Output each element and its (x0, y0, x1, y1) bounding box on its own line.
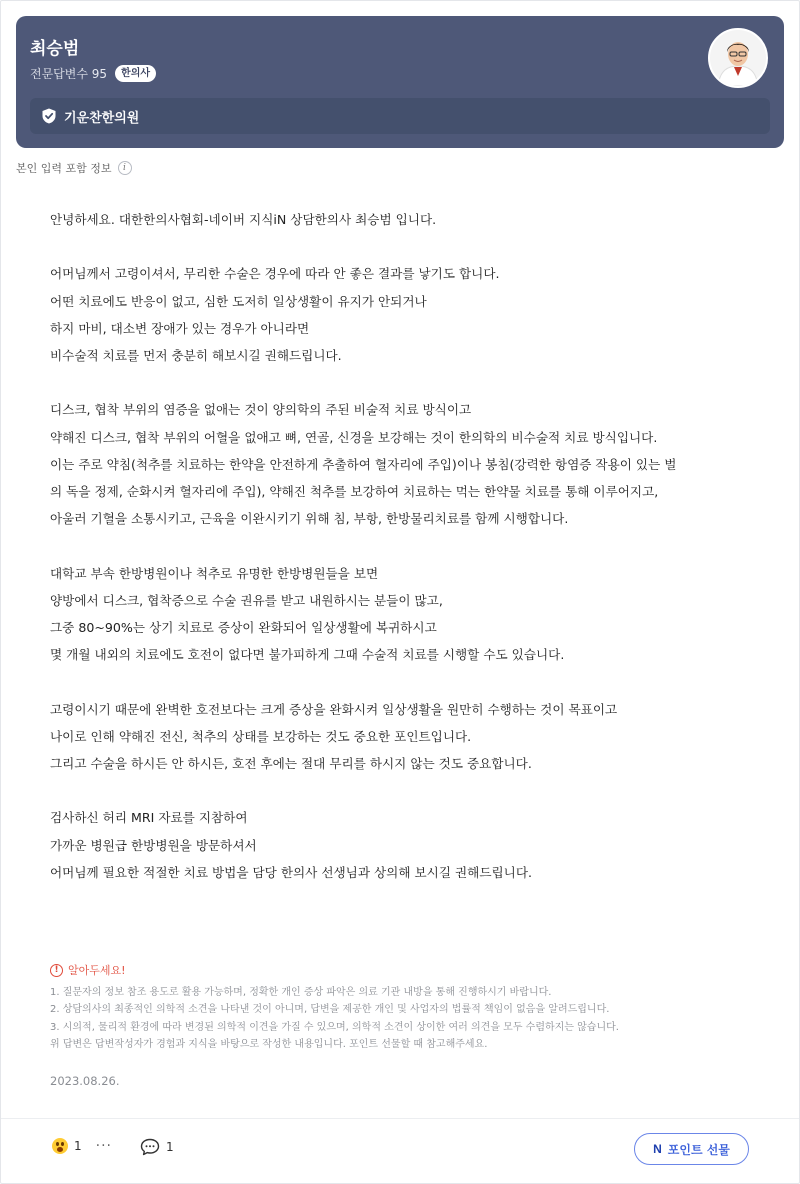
naver-n-icon: N (653, 1142, 662, 1156)
surprised-emoji-icon (52, 1138, 68, 1154)
paragraph-gap (50, 668, 750, 695)
answer-date: 2023.08.26. (50, 1074, 120, 1088)
notice-line: 위 답변은 답변작성자가 경험과 지식을 바탕으로 작성한 내용입니다. 포인트 선물할 때 참고해주세요. (50, 1039, 488, 1051)
expert-meta (30, 65, 156, 82)
self-input-info (16, 160, 132, 176)
expert-type-badge: 한의사 (115, 65, 156, 82)
answer-line: 어떤 치료에도 반응이 없고, 심한 도저히 일상생활이 유지가 안되거나 (50, 293, 427, 309)
answer-line: 의 독을 정제, 순화시켜 혈자리에 주입), 약해진 척추를 보강하여 치료하는 먹는 한약물 치료를 통해 이루어지고, (50, 484, 659, 499)
answer-line: 그리고 수술을 하시든 안 하시든, 호전 후에는 절대 무리를 하시지 않는 것도 중요합니다. (50, 756, 532, 771)
comment-icon (140, 1138, 160, 1156)
answer-line: 검사하신 허리 MRI 자료를 지참하여 (50, 810, 248, 826)
answer-line: 나이로 인해 약해진 전신, 척추의 상태를 보강하는 것도 중요한 포인트입니다. (50, 728, 472, 744)
answer-line: 대학교 부속 한방병원이나 척추로 유명한 한방병원들을 보면 (50, 565, 379, 581)
answer-line: 그중 80~90%는 상기 치료로 증상이 완화되어 일상생활에 복귀하시고 (50, 620, 437, 635)
answer-line: 고령이시기 때문에 완벽한 호전보다는 크게 증상을 완화시켜 일상생활을 원만히 수행하는 것이 목표이고 (50, 701, 618, 717)
reaction-button[interactable] (52, 1138, 112, 1154)
answer-line: 이는 주로 약침(척추를 치료하는 한약을 안전하게 추출하여 혈자리에 주입)이나 봉침(강력한 항염증 작용이 있는 벌 (50, 456, 677, 472)
answer-line: 안녕하세요. 대한한의사협회-네이버 지식iN 상담한의사 최승범 입니다. (50, 212, 437, 227)
notice-box (50, 962, 760, 1054)
expert-name[interactable]: 최승범 (30, 39, 80, 59)
comment-button[interactable] (140, 1138, 174, 1156)
answer-content (50, 206, 750, 886)
answer-line: 어머님께서 고령이셔서, 무리한 수술은 경우에 따라 안 좋은 결과를 낳기도 합니다. (50, 266, 500, 282)
avatar[interactable] (708, 28, 768, 88)
comment-count: 1 (166, 1140, 174, 1154)
info-icon[interactable]: i (118, 161, 132, 175)
notice-line: 1. 질문자의 정보 참조 용도로 활용 가능하며, 정확한 개인 증상 파악은 의료 기관 내방을 통해 진행하시기 바랍니다. (50, 987, 552, 998)
clinic-info[interactable] (30, 98, 770, 134)
reaction-count: 1 (74, 1139, 82, 1153)
warning-icon: ! (50, 964, 63, 977)
notice-line: 2. 상담의사의 최종적인 의학적 소견을 나타낸 것이 아니며, 답변을 제공한 개인 및 사업자의 법률적 책임이 없음을 알려드립니다. (50, 1004, 610, 1016)
avatar-photo (710, 30, 766, 86)
answer-line: 아울러 기혈을 소통시키고, 근육을 이완시키기 위해 침, 부항, 한방물리치료를 함께 시행합니다. (50, 511, 569, 527)
point-gift-button[interactable] (634, 1133, 749, 1165)
expert-profile-card (16, 16, 784, 148)
more-reactions-button[interactable]: ··· (95, 1138, 112, 1154)
answer-line: 하지 마비, 대소변 장애가 있는 경우가 아니라면 (50, 320, 310, 336)
answer-count: 전문답변수 95 (30, 67, 108, 81)
notice-title-text: 알아두세요! (68, 964, 126, 977)
paragraph-gap (50, 233, 750, 260)
paragraph-gap (50, 777, 750, 804)
verified-shield-icon (42, 108, 56, 124)
notice-line: 3. 시의적, 물리적 환경에 따라 변경된 의학적 이견을 가질 수 있으며, 의학적 소견이 상이한 여러 의견을 모두 수렴하지는 않습니다. (50, 1021, 619, 1033)
answer-line: 디스크, 협착 부위의 염증을 없애는 것이 양의학의 주된 비술적 치료 방식이고 (50, 402, 472, 418)
answer-line: 양방에서 디스크, 협착증으로 수술 권유를 받고 내원하시는 분들이 많고, (50, 592, 443, 608)
answer-line: 가까운 병원급 한방병원을 방문하셔서 (50, 837, 257, 853)
self-input-info-label: 본인 입력 포함 정보 (16, 162, 112, 175)
point-gift-label: 포인트 선물 (667, 1142, 730, 1157)
paragraph-gap (50, 369, 750, 396)
notice-title (50, 962, 760, 978)
paragraph-gap (50, 532, 750, 559)
answer-line: 비수술적 치료를 먼저 충분히 해보시길 권해드립니다. (50, 348, 342, 363)
footer-divider (1, 1118, 799, 1119)
clinic-name: 기운찬한의원 (64, 110, 140, 126)
answer-line: 약해진 디스크, 협착 부위의 어혈을 없애고 뼈, 연골, 신경을 보강해는 것이 한의학의 비수술적 치료 방식입니다. (50, 429, 658, 445)
answer-line: 몇 개월 내외의 치료에도 호전이 없다면 불가피하게 그때 수술적 치료를 시행할 수도 있습니다. (50, 647, 565, 663)
answer-line: 어머님께 필요한 적절한 치료 방법을 담당 한의사 선생님과 상의해 보시길 권해드립니다. (50, 864, 532, 880)
